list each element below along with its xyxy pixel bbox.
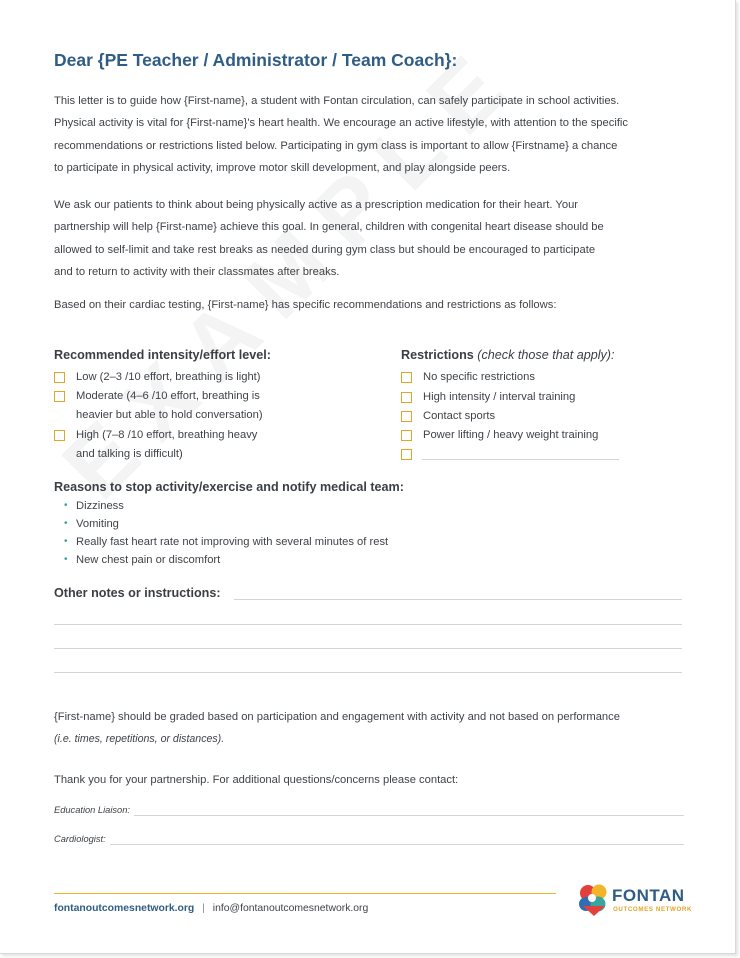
paragraph-line: (i.e. times, repetitions, or distances). [54,733,225,746]
paragraph-line: {First-name} should be graded based on participation and engagement with activity and not based on performance [54,711,620,723]
paragraph-line: Based on their cardiac testing, {First-name} has specific recommendations and restrictions as follows: [54,299,557,311]
restrictions-heading [401,348,615,362]
paragraph-line: This letter is to guide how {First-name}, a student with Fontan circulation, can safely participate in school activities. [54,95,620,107]
checkbox[interactable] [401,430,412,441]
paragraph-line: Physical activity is vital for {First-name}'s heart health. We encourage an active lifestyle, with attention to the specific [54,117,629,130]
notes-line[interactable] [234,599,682,600]
checkbox[interactable] [54,372,65,383]
notes-line[interactable] [54,672,682,673]
intensity-heading: Recommended intensity/effort level: [54,348,271,362]
option-label: heavier but able to hold conversation) [76,409,263,421]
restrictions-note: (check those that apply): [477,348,615,362]
checkbox[interactable] [401,449,412,460]
paragraph-line: recommendations or restrictions listed below. Participating in gym class is important to allow {Firstname} a chance [54,139,618,152]
paragraph-line: to participate in physical activity, improve motor skill development, and play alongside peers. [54,161,511,174]
option-label: and talking is difficult) [76,448,183,460]
footer-separator: | [202,903,205,914]
option-label: No specific restrictions [423,371,535,383]
logo-wordmark: FONTAN [612,886,685,905]
testing-paragraph [54,294,684,316]
notes-line[interactable] [54,624,682,625]
option-label: Moderate (4–6 /10 effort, breathing is [76,390,260,402]
option-label: High intensity / interval training [423,391,576,403]
paragraph-line: and to return to activity with their classmates after breaks. [54,265,340,278]
footer-website-link[interactable]: fontanoutcomesnetwork.org [54,903,195,914]
cardiologist-label: Cardiologist: [54,834,106,844]
paragraph-line: Thank you for your partnership. For additional questions/concerns please contact: [54,774,459,786]
checkbox[interactable] [54,391,65,402]
stop-reasons-heading: Reasons to stop activity/exercise and notify medical team: [54,480,404,494]
prescription-paragraph [54,194,684,283]
footer-email-link[interactable]: info@fontanoutcomesnetwork.org [212,903,369,914]
checkbox[interactable] [401,372,412,383]
list-item-text: New chest pain or discomfort [76,554,221,566]
cardiologist-field[interactable] [110,844,684,845]
option-label: Contact sports [423,410,496,422]
paragraph-line: allowed to self-limit and take rest breaks as needed during gym class but should be encouraged to participate [54,243,596,256]
checkbox[interactable] [401,392,412,403]
restrictions-title: Restrictions [401,348,474,362]
education-liaison-label: Education Liaison: [54,805,130,815]
education-liaison-field[interactable] [134,815,684,816]
bullet-icon: • [64,536,68,547]
option-label: Low (2–3 /10 effort, breathing is light) [76,371,261,383]
list-item-text: Really fast heart rate not improving with several minutes of rest [76,536,389,548]
bullet-icon: • [64,518,68,529]
greeting-heading: Dear {PE Teacher / Administrator / Team Coach}: [54,50,458,70]
bullet-icon: • [64,554,68,565]
list-item-text: Vomiting [76,518,119,530]
footer-contact [54,903,368,914]
list-item-text: Dizziness [76,500,124,512]
option-label: High (7–8 /10 effort, breathing heavy [76,429,258,441]
restriction-other-field[interactable] [422,459,619,460]
heart-cluster-icon [576,882,612,918]
paragraph-line: partnership will help {First-name} achieve this goal. In general, children with congenital heart disease should be [54,221,604,234]
fontan-logo [576,880,691,920]
grading-statement [54,706,684,751]
intro-paragraph [54,90,684,179]
checkbox[interactable] [54,430,65,441]
option-label: Power lifting / heavy weight training [423,429,599,441]
logo-subtitle: OUTCOMES NETWORK [613,906,693,913]
paragraph-line: We ask our patients to think about being physically active as a prescription medication for their heart. Your [54,199,579,211]
checkbox[interactable] [401,411,412,422]
notes-heading: Other notes or instructions: [54,586,221,600]
bullet-icon: • [64,500,68,511]
thanks-paragraph [54,769,684,791]
notes-line[interactable] [54,648,682,649]
footer-divider [54,893,556,894]
